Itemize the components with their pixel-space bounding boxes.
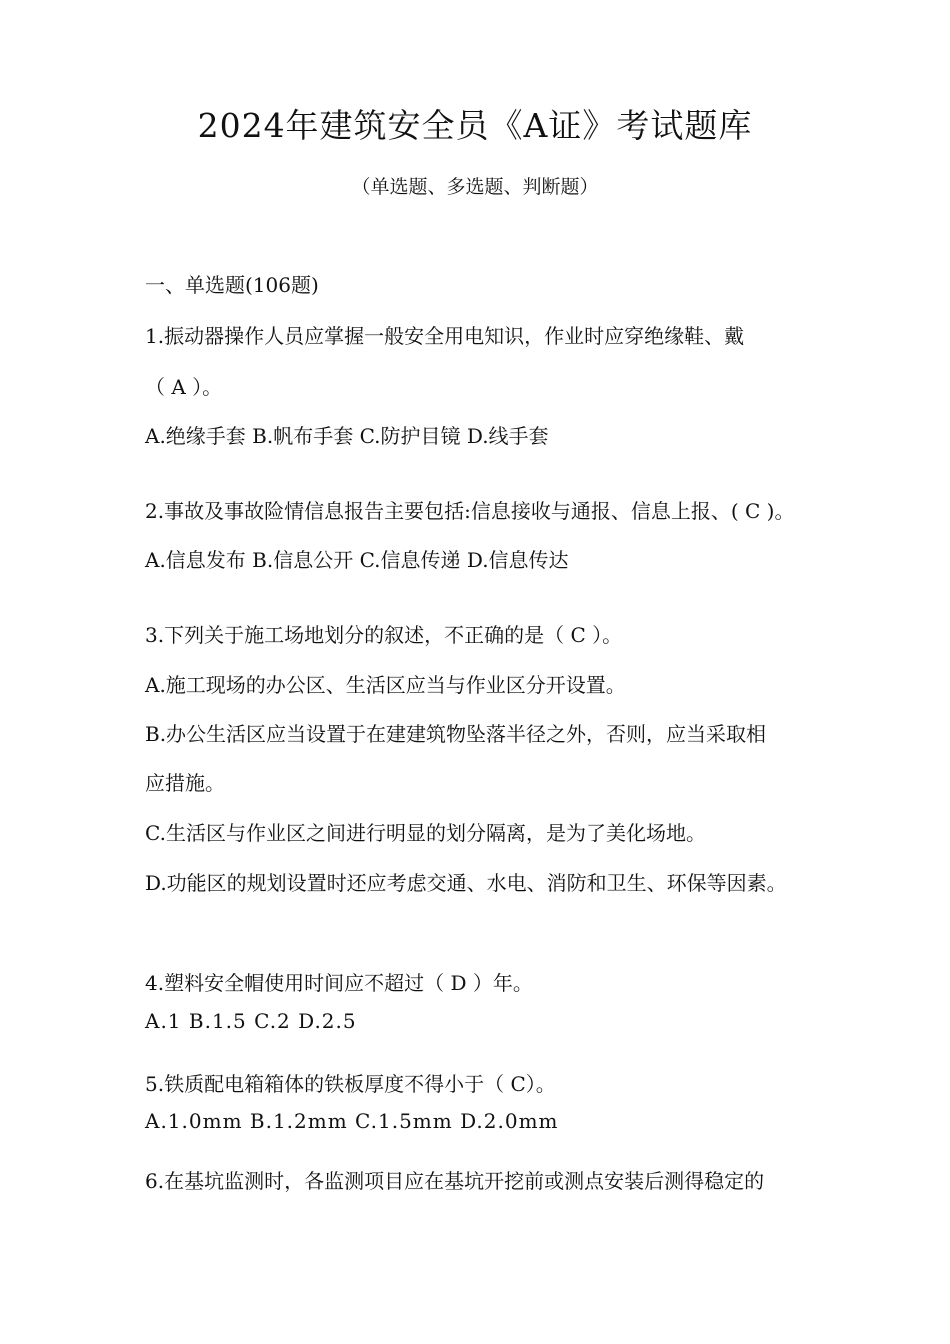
question-3-stem: 3.下列关于施工场地划分的叙述，不正确的是（ C ）。 (145, 623, 623, 647)
question-2-stem: 2.事故及事故险情信息报告主要包括:信息接收与通报、信息上报、( C )。 (145, 499, 795, 523)
question-3-option-b: B.办公生活区应当设置于在建建筑物坠落半径之外，否则，应当采取相 (145, 722, 767, 746)
question-4-stem: 4.塑料安全帽使用时间应不超过（ D ）年。 (145, 971, 533, 995)
question-4-options: A.1 B.1.5 C.2 D.2.5 (145, 1009, 357, 1033)
question-3-option-c: C.生活区与作业区之间进行明显的划分隔离，是为了美化场地。 (145, 821, 706, 845)
question-6-stem: 6.在基坑监测时，各监测项目应在基坑开挖前或测点安装后测得稳定的 (145, 1169, 765, 1193)
document-subtitle: （单选题、多选题、判断题） (351, 176, 599, 198)
question-3-option-d: D.功能区的规划设置时还应考虑交通、水电、消防和卫生、环保等因素。 (145, 871, 787, 895)
question-1-stem: 1.振动器操作人员应掌握一般安全用电知识，作业时应穿绝缘鞋、戴 (145, 324, 745, 348)
question-5-options: A.1.0mm B.1.2mm C.1.5mm D.2.0mm (145, 1109, 559, 1133)
section-heading: 一、单选题(106题) (145, 273, 319, 297)
question-3-option-b-continued: 应措施。 (145, 771, 225, 795)
question-5-stem: 5.铁质配电箱箱体的铁板厚度不得小于（ C）。 (145, 1072, 556, 1096)
question-2-options: A.信息发布 B.信息公开 C.信息传递 D.信息传达 (145, 548, 569, 572)
document-title: 2024年建筑安全员《A证》考试题库 (197, 106, 753, 145)
question-1-stem-continued: （ A ）。 (145, 375, 223, 399)
question-1-options: A.绝缘手套 B.帆布手套 C.防护目镜 D.线手套 (145, 424, 549, 448)
question-3-option-a: A.施工现场的办公区、生活区应当与作业区分开设置。 (145, 673, 626, 697)
